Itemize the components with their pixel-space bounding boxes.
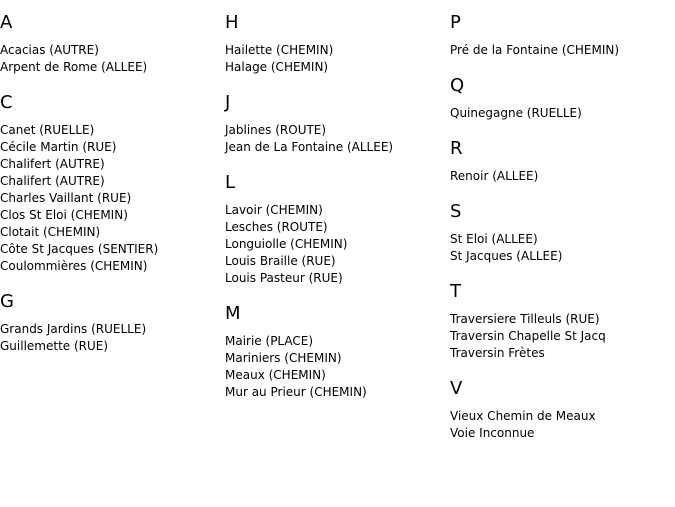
street-link[interactable]: Quinegagne (RUELLE) xyxy=(450,106,582,120)
letter-group xyxy=(225,12,450,76)
street-list xyxy=(0,122,225,275)
street-link[interactable]: Louis Braille (RUE) xyxy=(225,254,336,268)
list-item xyxy=(225,350,450,367)
street-link[interactable]: St Jacques (ALLEE) xyxy=(450,249,563,263)
street-link[interactable]: Jablines (ROUTE) xyxy=(225,123,327,137)
street-link[interactable]: Lesches (ROUTE) xyxy=(225,220,328,234)
street-link[interactable]: Traversin Frètes xyxy=(450,346,545,360)
letter-group xyxy=(225,303,450,401)
list-item xyxy=(450,425,675,442)
street-list xyxy=(450,105,675,122)
street-link[interactable]: Clotait (CHEMIN) xyxy=(0,225,101,239)
list-item xyxy=(450,231,675,248)
street-link[interactable]: Lavoir (CHEMIN) xyxy=(225,203,323,217)
list-item xyxy=(0,122,225,139)
list-item xyxy=(450,345,675,362)
street-link[interactable]: Chalifert (AUTRE) xyxy=(0,157,105,171)
letter-heading: J xyxy=(225,92,231,113)
letter-heading: P xyxy=(450,12,461,33)
list-item xyxy=(225,42,450,59)
letter-heading: M xyxy=(225,303,241,324)
street-link[interactable]: Halage (CHEMIN) xyxy=(225,60,329,74)
letter-heading: C xyxy=(0,92,13,113)
list-item xyxy=(0,42,225,59)
letter-heading: R xyxy=(450,138,463,159)
list-item xyxy=(0,156,225,173)
list-item xyxy=(450,311,675,328)
letter-group xyxy=(225,172,450,287)
street-list xyxy=(450,42,675,59)
list-item xyxy=(225,59,450,76)
street-list xyxy=(0,42,225,76)
list-item xyxy=(450,248,675,265)
street-list xyxy=(450,311,675,362)
list-item xyxy=(450,328,675,345)
street-link[interactable]: Renoir (ALLEE) xyxy=(450,169,539,183)
street-link[interactable]: Clos St Eloi (CHEMIN) xyxy=(0,208,128,222)
letter-group xyxy=(450,281,675,362)
list-item xyxy=(450,408,675,425)
letter-heading: H xyxy=(225,12,239,33)
letter-heading: A xyxy=(0,12,13,33)
list-item xyxy=(0,139,225,156)
list-item xyxy=(0,241,225,258)
street-link[interactable]: Jean de La Fontaine (ALLEE) xyxy=(225,140,394,154)
list-item xyxy=(450,42,675,59)
street-list xyxy=(450,231,675,265)
letter-heading: Q xyxy=(450,75,465,96)
list-item xyxy=(225,333,450,350)
list-item xyxy=(225,253,450,270)
letter-heading: G xyxy=(0,291,14,312)
letter-group xyxy=(0,291,225,355)
street-link[interactable]: Vieux Chemin de Meaux xyxy=(450,409,596,423)
letter-heading: S xyxy=(450,201,462,222)
letter-group xyxy=(450,75,675,122)
street-list xyxy=(225,202,450,287)
street-link[interactable]: Mariniers (CHEMIN) xyxy=(225,351,342,365)
street-link[interactable]: Acacias (AUTRE) xyxy=(0,43,99,57)
list-item xyxy=(450,105,675,122)
letter-group xyxy=(0,92,225,275)
street-link[interactable]: Côte St Jacques (SENTIER) xyxy=(0,242,159,256)
letter-group xyxy=(0,12,225,76)
street-list xyxy=(225,42,450,76)
letter-heading: L xyxy=(225,172,236,193)
street-list xyxy=(0,321,225,355)
list-item xyxy=(225,122,450,139)
index-column-3 xyxy=(450,0,675,458)
street-link[interactable]: St Eloi (ALLEE) xyxy=(450,232,538,246)
list-item xyxy=(0,190,225,207)
street-link[interactable]: Meaux (CHEMIN) xyxy=(225,368,326,382)
street-link[interactable]: Pré de la Fontaine (CHEMIN) xyxy=(450,43,620,57)
list-item xyxy=(0,207,225,224)
street-link[interactable]: Louis Pasteur (RUE) xyxy=(225,271,343,285)
letter-group xyxy=(225,92,450,156)
street-link[interactable]: Voie Inconnue xyxy=(450,426,535,440)
index-column-2 xyxy=(225,0,450,417)
street-link[interactable]: Mur au Prieur (CHEMIN) xyxy=(225,385,367,399)
street-list xyxy=(450,168,675,185)
street-link[interactable]: Grands Jardins (RUELLE) xyxy=(0,322,147,336)
list-item xyxy=(450,168,675,185)
list-item xyxy=(0,173,225,190)
street-list xyxy=(225,333,450,401)
street-link[interactable]: Coulommières (CHEMIN) xyxy=(0,259,148,273)
street-link[interactable]: Mairie (PLACE) xyxy=(225,334,314,348)
street-link[interactable]: Traversiere Tilleuls (RUE) xyxy=(450,312,600,326)
list-item xyxy=(225,139,450,156)
letter-heading: T xyxy=(450,281,461,302)
street-link[interactable]: Arpent de Rome (ALLEE) xyxy=(0,60,148,74)
letter-group xyxy=(450,378,675,442)
list-item xyxy=(0,258,225,275)
street-link[interactable]: Cécile Martin (RUE) xyxy=(0,140,117,154)
street-link[interactable]: Canet (RUELLE) xyxy=(0,123,95,137)
list-item xyxy=(0,338,225,355)
index-column-1 xyxy=(0,0,225,371)
list-item xyxy=(225,270,450,287)
street-link[interactable]: Guillemette (RUE) xyxy=(0,339,109,353)
street-link[interactable]: Charles Vaillant (RUE) xyxy=(0,191,132,205)
letter-heading: V xyxy=(450,378,463,399)
list-item xyxy=(0,59,225,76)
street-link[interactable]: Longuiolle (CHEMIN) xyxy=(225,237,348,251)
list-item xyxy=(225,384,450,401)
street-link[interactable]: Hailette (CHEMIN) xyxy=(225,43,334,57)
street-link[interactable]: Chalifert (AUTRE) xyxy=(0,174,105,188)
list-item xyxy=(0,224,225,241)
street-list xyxy=(450,408,675,442)
list-item xyxy=(225,202,450,219)
letter-group xyxy=(450,138,675,185)
street-link[interactable]: Traversin Chapelle St Jacq xyxy=(450,329,606,343)
list-item xyxy=(225,219,450,236)
list-item xyxy=(225,236,450,253)
letter-group xyxy=(450,12,675,59)
letter-group xyxy=(450,201,675,265)
street-list xyxy=(225,122,450,156)
list-item xyxy=(0,321,225,338)
list-item xyxy=(225,367,450,384)
